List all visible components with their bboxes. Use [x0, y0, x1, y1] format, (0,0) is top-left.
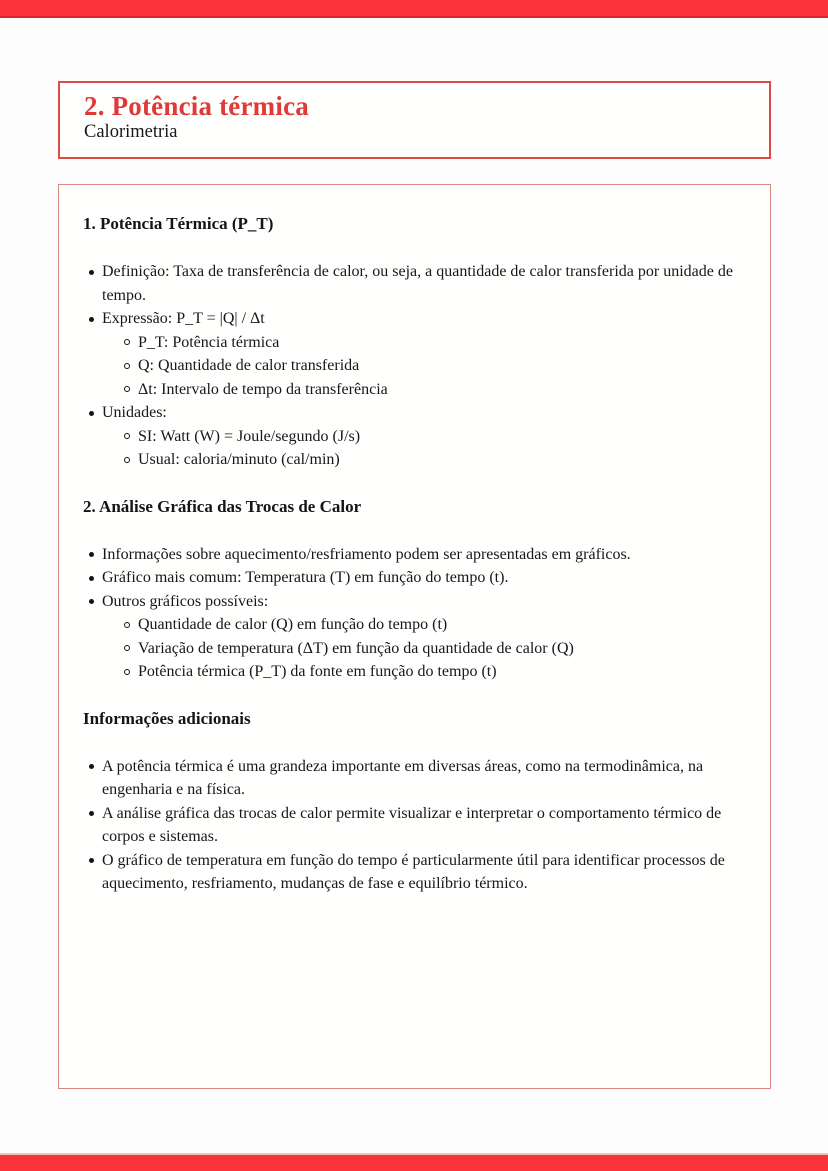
sub-bullet-item: Variação de temperatura (ΔT) em função da quantidade de calor (Q)	[102, 637, 742, 661]
sub-bullet-item: Quantidade de calor (Q) em função do tempo (t)	[102, 613, 742, 637]
bullet-text: A potência térmica é uma grandeza importante em diversas áreas, como na termodinâmica, na engenharia e na física.	[102, 757, 704, 798]
bullet-text: A análise gráfica das trocas de calor permite visualizar e interpretar o comportamento térmico de corpos e sistemas.	[102, 804, 722, 845]
bullet-text: Gráfico mais comum: Temperatura (T) em função do tempo (t).	[102, 569, 509, 586]
sub-bullet-item: Usual: caloria/minuto (cal/min)	[102, 448, 742, 472]
bullet-list	[83, 543, 746, 684]
bullet-item	[83, 849, 742, 896]
sub-bullet-list	[102, 425, 742, 472]
sub-bullet-list	[102, 331, 742, 402]
bullet-list	[83, 260, 746, 472]
sub-bullet-item: SI: Watt (W) = Joule/segundo (J/s)	[102, 425, 742, 449]
title-card	[58, 81, 771, 159]
section	[83, 213, 746, 472]
sub-bullet-item: P_T: Potência térmica	[102, 331, 742, 355]
bullet-item	[83, 260, 742, 307]
bullet-item	[83, 590, 742, 684]
sub-bullet-item: Q: Quantidade de calor transferida	[102, 354, 742, 378]
section-heading: Informações adicionais	[83, 708, 251, 728]
section	[83, 708, 746, 896]
sub-bullet-item: Δt: Intervalo de tempo da transferência	[102, 378, 742, 402]
sub-bullet-list	[102, 613, 742, 684]
bullet-item	[83, 566, 742, 590]
page-subtitle: Calorimetria	[84, 122, 178, 143]
section	[83, 496, 746, 684]
section-heading: 2. Análise Gráfica das Trocas de Calor	[83, 496, 362, 516]
sections-container	[83, 213, 746, 896]
bullet-item	[83, 755, 742, 802]
page-title: 2. Potência térmica	[84, 91, 309, 121]
section-heading: 1. Potência Térmica (P_T)	[83, 214, 274, 233]
bullet-item	[83, 543, 742, 567]
bullet-text: Outros gráficos possíveis:	[102, 592, 269, 610]
bullet-text: Definição: Taxa de transferência de calor, ou seja, a quantidade de calor transferida por unidade de tempo.	[102, 263, 733, 304]
bullet-text: Expressão: P_T = |Q| / Δt	[102, 310, 265, 327]
sub-bullet-item: Potência térmica (P_T) da fonte em função do tempo (t)	[102, 660, 742, 684]
bullet-text: O gráfico de temperatura em função do tempo é particularmente útil para identificar processos de aquecimento, resfriamento, mudanças de fase e equilíbrio térmico.	[102, 851, 725, 892]
bullet-item	[83, 802, 742, 849]
top-accent-bar	[0, 0, 828, 18]
bottom-accent-bar	[0, 1153, 828, 1171]
content-card	[58, 184, 771, 1089]
bullet-text: Unidades:	[102, 404, 167, 421]
bullet-item	[83, 307, 742, 401]
bullet-text: Informações sobre aquecimento/resfriamento podem ser apresentadas em gráficos.	[102, 545, 631, 563]
bullet-list	[83, 755, 746, 896]
bullet-item	[83, 401, 742, 472]
